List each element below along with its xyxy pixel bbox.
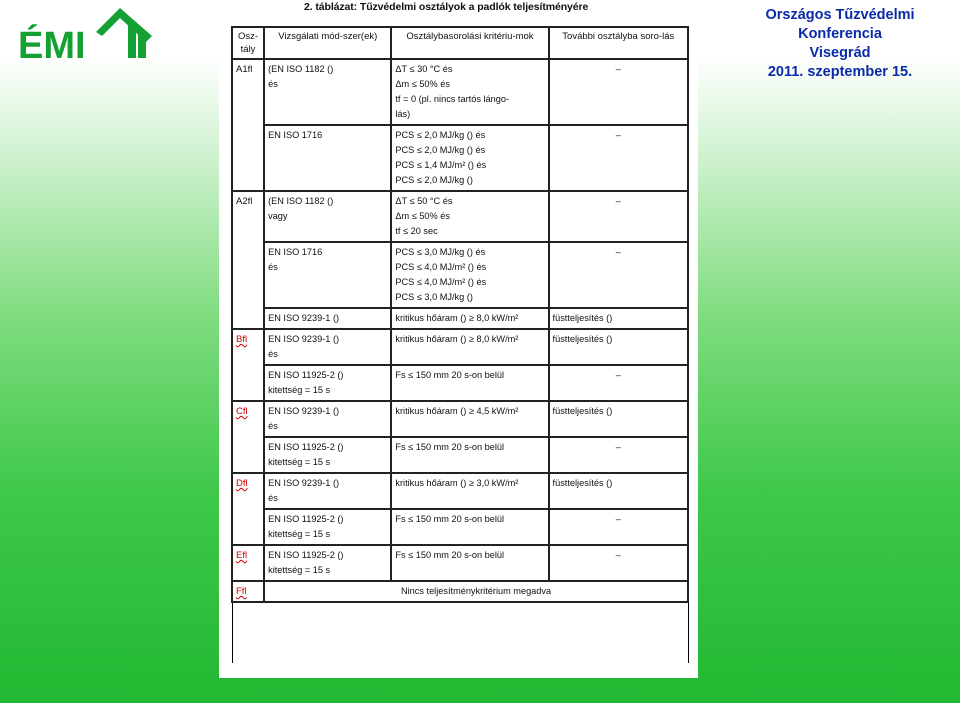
- cell-line: kitettség = 15 s: [268, 529, 331, 539]
- table-row: [232, 59, 688, 125]
- cell-line: és: [268, 493, 278, 503]
- table-row: [232, 545, 688, 581]
- cell-line: Δm ≤ 50% és: [395, 211, 450, 221]
- class-label-text: Dfl: [236, 478, 248, 489]
- class-label: [232, 329, 264, 401]
- logo-text: ÉMI: [18, 25, 86, 62]
- method-cell: [264, 125, 391, 191]
- cell-line: EN ISO 11925-2 (): [268, 442, 344, 452]
- header-class: Osz-tály: [232, 27, 264, 59]
- additional-cell: –: [549, 509, 688, 545]
- method-cell: [264, 365, 391, 401]
- additional-cell: –: [549, 545, 688, 581]
- cell-line: Fs ≤ 150 mm 20 s-on belül: [395, 370, 505, 380]
- criteria-cell: [391, 242, 548, 308]
- cell-line: kitettség = 15 s: [268, 385, 331, 395]
- cell-line: PCS ≤ 2,0 MJ/kg (): [395, 175, 473, 185]
- class-label-text: Bfl: [236, 334, 248, 345]
- cell-line: EN ISO 11925-2 (): [268, 550, 344, 560]
- table-row: [232, 242, 688, 308]
- table-row: [232, 191, 688, 242]
- cell-line: ΔT ≤ 50 °C és: [395, 196, 453, 206]
- cell-line: vagy: [268, 211, 288, 221]
- additional-cell: füstteljesítés (): [549, 329, 688, 365]
- cell-line: EN ISO 11925-2 (): [268, 370, 344, 380]
- criteria-cell: [391, 329, 548, 365]
- class-label: [232, 545, 264, 581]
- additional-cell: –: [549, 59, 688, 125]
- cell-line: PCS ≤ 2,0 MJ/kg () és: [395, 130, 486, 140]
- method-cell: [264, 59, 391, 125]
- table-row: [232, 329, 688, 365]
- cell-line: Fs ≤ 150 mm 20 s-on belül: [395, 550, 505, 560]
- table-row: [232, 509, 688, 545]
- cell-line: EN ISO 9239-1 (): [268, 406, 340, 416]
- header-criteria: Osztálybasorolási kritériu-mok: [391, 27, 548, 59]
- conference-location: Visegrád: [809, 45, 871, 61]
- additional-cell: –: [549, 191, 688, 242]
- table-header-row: [232, 27, 688, 59]
- table-row: [232, 308, 688, 329]
- cell-line: (EN ISO 1182 (): [268, 64, 334, 74]
- criteria-cell: [391, 509, 548, 545]
- note-cell: Nincs teljesítménykritérium megadva: [264, 581, 688, 602]
- method-cell: [264, 308, 391, 329]
- class-label: A1fl: [232, 59, 264, 191]
- criteria-cell: [391, 59, 548, 125]
- cell-line: Fs ≤ 150 mm 20 s-on belül: [395, 514, 505, 524]
- class-label-text: Efl: [236, 550, 248, 561]
- cell-line: Δm ≤ 50% és: [395, 79, 450, 89]
- header-additional: További osztályba soro-lás: [549, 27, 688, 59]
- cell-line: és: [268, 349, 278, 359]
- cell-line: PCS ≤ 3,0 MJ/kg (): [395, 292, 473, 302]
- additional-cell: –: [549, 242, 688, 308]
- criteria-cell: [391, 365, 548, 401]
- cell-line: kitettség = 15 s: [268, 565, 331, 575]
- cell-line: kritikus hőáram () ≥ 4,5 kW/m²: [395, 406, 519, 416]
- additional-cell: füstteljesítés (): [549, 473, 688, 509]
- cell-line: kitettség = 15 s: [268, 457, 331, 467]
- criteria-cell: [391, 125, 548, 191]
- additional-cell: –: [549, 365, 688, 401]
- cell-line: PCS ≤ 4,0 MJ/m² () és: [395, 277, 487, 287]
- criteria-cell: [391, 191, 548, 242]
- document-page: [219, 0, 698, 678]
- cell-line: és: [268, 79, 278, 89]
- table-caption: 2. táblázat: Tűzvédelmi osztályok a padlók teljesítményére: [304, 1, 589, 13]
- method-cell: [264, 509, 391, 545]
- additional-cell: füstteljesítés (): [549, 308, 688, 329]
- cell-line: PCS ≤ 2,0 MJ/kg () és: [395, 145, 486, 155]
- cell-line: PCS ≤ 3,0 MJ/kg () és: [395, 247, 486, 257]
- table-row: [232, 581, 688, 602]
- fire-class-table: [231, 26, 689, 603]
- method-cell: [264, 437, 391, 473]
- criteria-cell: [391, 401, 548, 437]
- cell-line: EN ISO 11925-2 (): [268, 514, 344, 524]
- cell-line: (EN ISO 1182 (): [268, 196, 334, 206]
- additional-cell: –: [549, 437, 688, 473]
- conference-date: 2011. szeptember 15.: [767, 64, 913, 80]
- cell-line: és: [268, 262, 278, 272]
- cell-line: kritikus hőáram () ≥ 8,0 kW/m²: [395, 313, 519, 323]
- cell-line: és: [268, 421, 278, 431]
- class-label: [232, 401, 264, 473]
- cell-line: kritikus hőáram () ≥ 8,0 kW/m²: [395, 334, 519, 344]
- criteria-cell: [391, 437, 548, 473]
- class-label-text: Cfl: [236, 406, 248, 417]
- additional-cell: –: [549, 125, 688, 191]
- cell-line: EN ISO 1716: [268, 130, 323, 140]
- cell-line: PCS ≤ 1,4 MJ/m² () és: [395, 160, 487, 170]
- criteria-cell: [391, 308, 548, 329]
- cell-line: EN ISO 9239-1 (): [268, 478, 340, 488]
- table-row: [232, 365, 688, 401]
- header-method: Vizsgálati mód-szer(ek): [264, 27, 391, 59]
- method-cell: [264, 473, 391, 509]
- emi-logo: [18, 2, 153, 62]
- class-label: [232, 581, 264, 602]
- table-row: [232, 401, 688, 437]
- conference-info: [752, 6, 928, 82]
- cell-line: tf = 0 (pl. nincs tartós lángo-: [395, 94, 509, 104]
- method-cell: [264, 545, 391, 581]
- cell-line: ΔT ≤ 30 °C és: [395, 64, 453, 74]
- table-row: [232, 125, 688, 191]
- table-row: [232, 437, 688, 473]
- cell-line: EN ISO 9239-1 (): [268, 313, 340, 323]
- cell-line: lás): [395, 109, 411, 119]
- cell-line: kritikus hőáram () ≥ 3,0 kW/m²: [395, 478, 519, 488]
- cell-line: EN ISO 9239-1 (): [268, 334, 340, 344]
- cell-line: PCS ≤ 4,0 MJ/m² () és: [395, 262, 487, 272]
- cell-line: Fs ≤ 150 mm 20 s-on belül: [395, 442, 505, 452]
- cell-line: EN ISO 1716: [268, 247, 323, 257]
- class-label: [232, 473, 264, 545]
- class-label: A2fl: [232, 191, 264, 329]
- method-cell: [264, 191, 391, 242]
- conference-subtitle: Konferencia: [798, 26, 882, 42]
- method-cell: [264, 401, 391, 437]
- method-cell: [264, 329, 391, 365]
- criteria-cell: [391, 473, 548, 509]
- table-row: [232, 473, 688, 509]
- class-label-text: Ffl: [236, 586, 247, 597]
- conference-title: Országos Tűzvédelmi: [765, 7, 915, 23]
- cell-line: tf ≤ 20 sec: [395, 226, 438, 236]
- additional-cell: füstteljesítés (): [549, 401, 688, 437]
- criteria-cell: [391, 545, 548, 581]
- method-cell: [264, 242, 391, 308]
